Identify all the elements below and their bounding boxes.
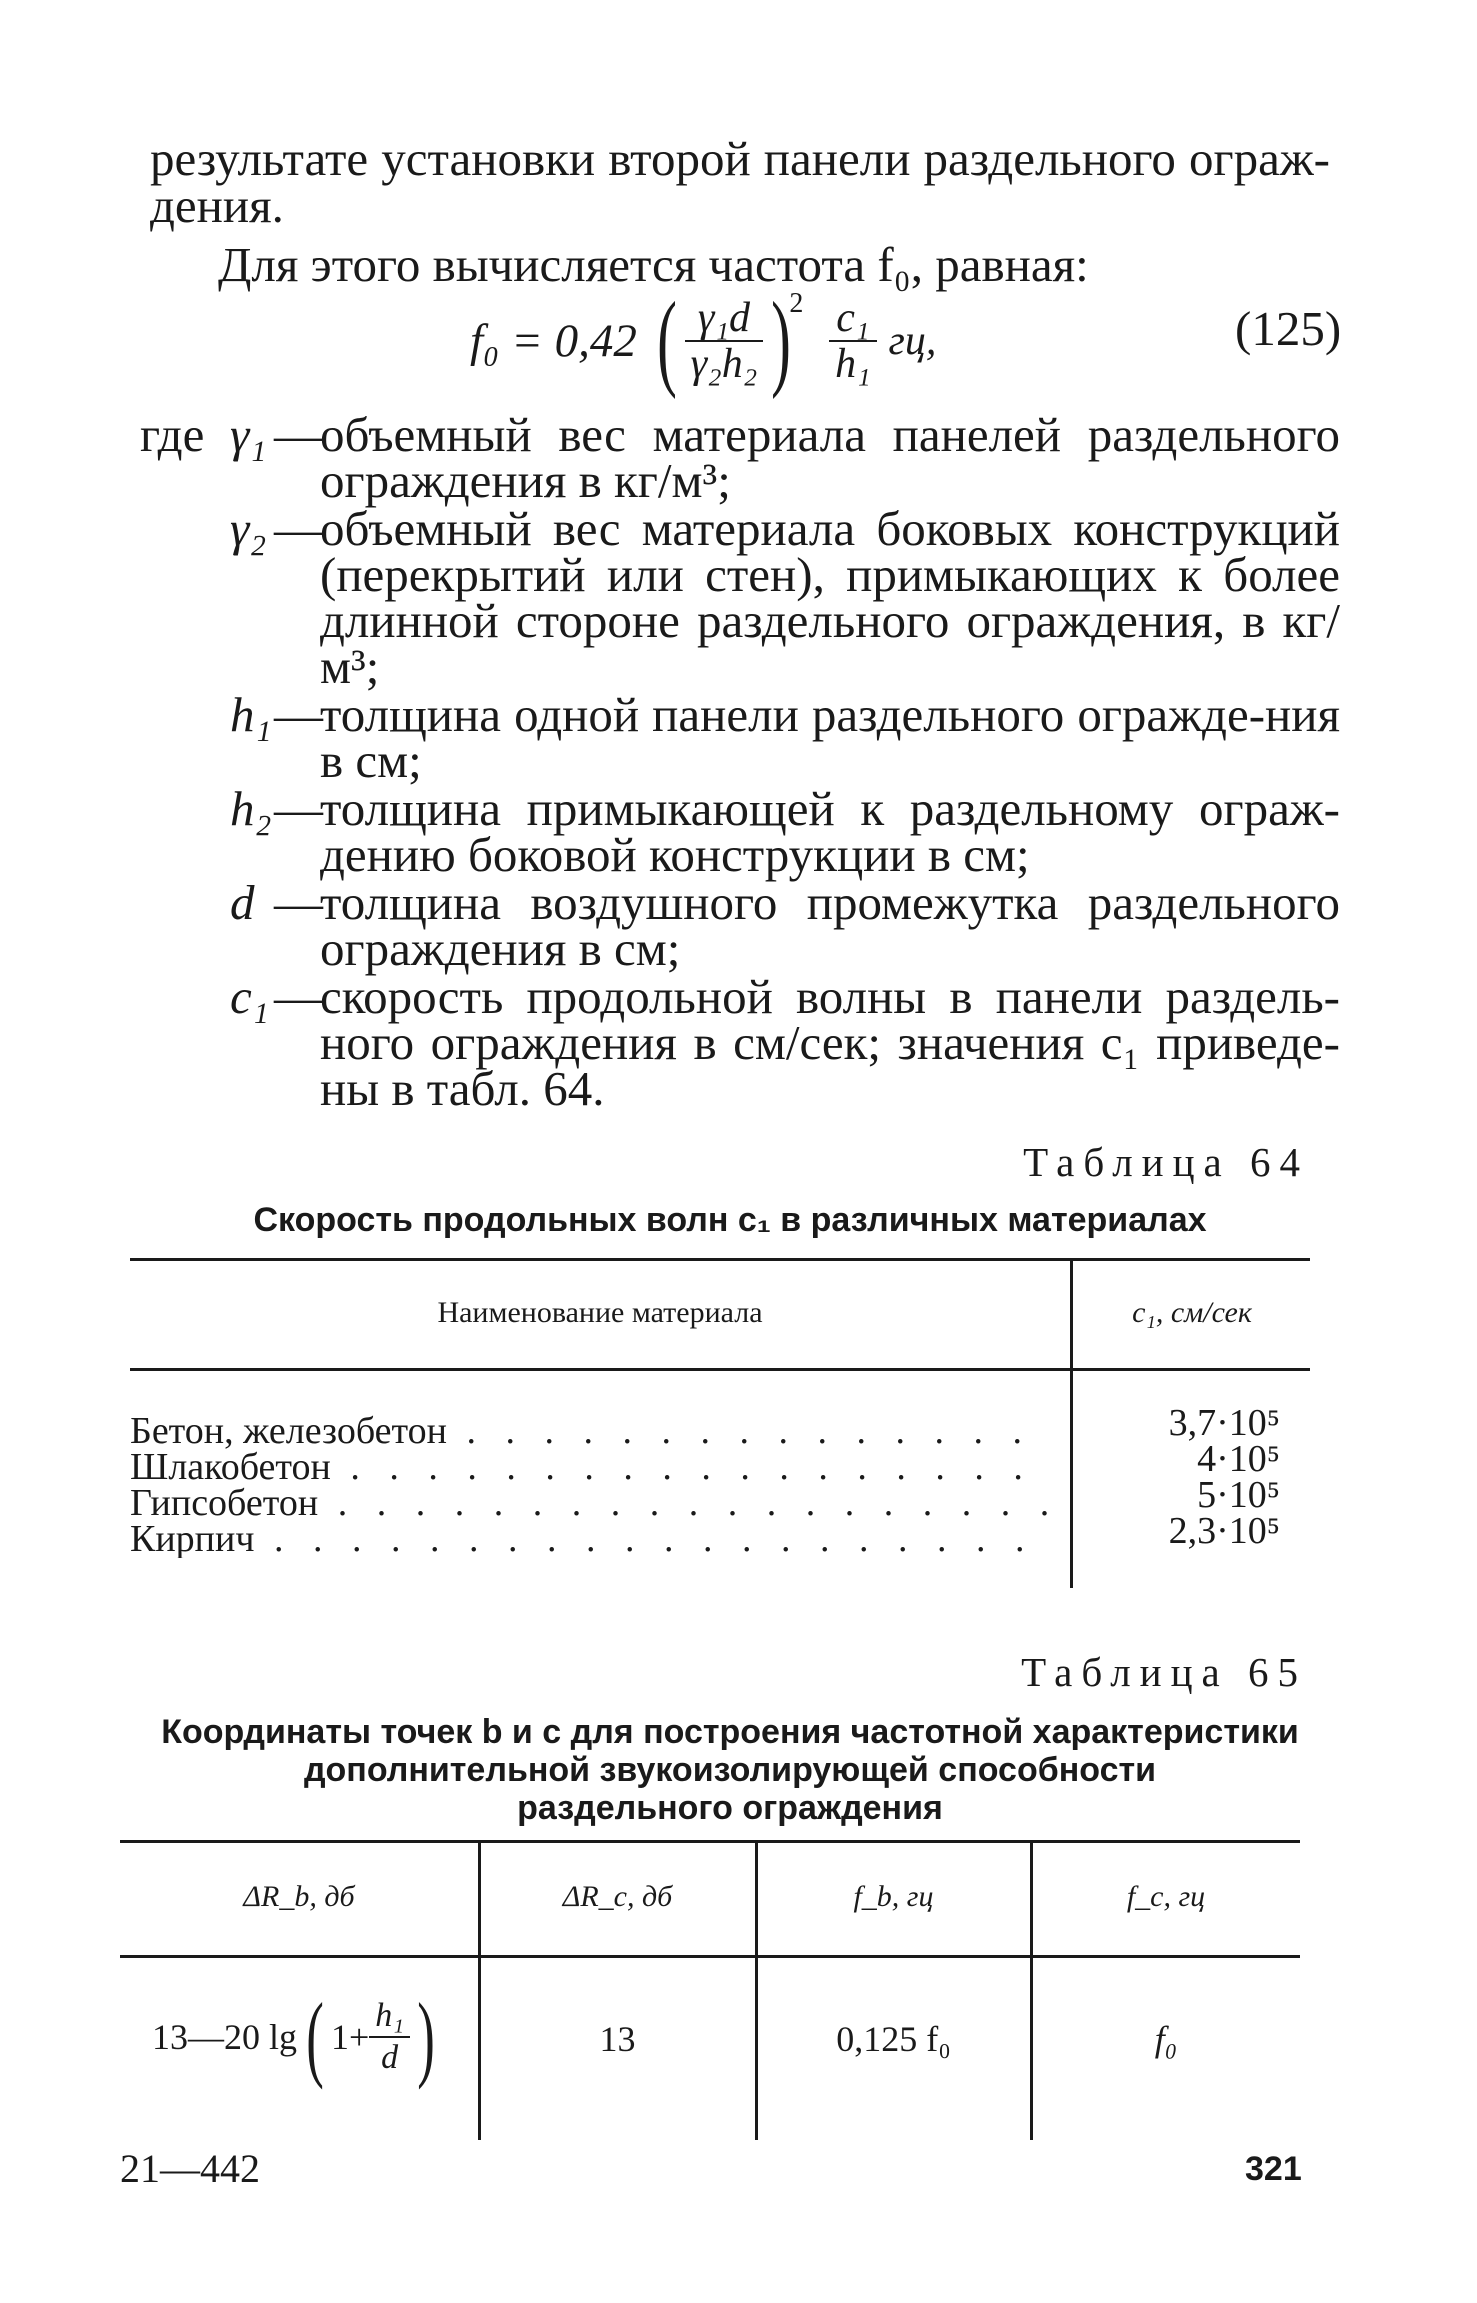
definitions-list bbox=[140, 407, 1340, 1116]
material-speed: 2,3·10⁵ bbox=[1168, 1510, 1280, 1552]
material-speed: 4·10⁵ bbox=[1197, 1438, 1280, 1480]
definition-h1 bbox=[140, 687, 1340, 788]
page-number: 321 bbox=[1245, 2150, 1302, 2188]
table64-top-rule bbox=[130, 1258, 1310, 1261]
indent-spacer bbox=[140, 692, 230, 784]
table65-cell-fb: 0,125 f₀ bbox=[836, 2019, 951, 2059]
table65-cell-dRb bbox=[118, 1982, 476, 2092]
table64-title: Скорость продольных волн c₁ в различных материалах bbox=[253, 1201, 1207, 1239]
fraction-gamma bbox=[685, 296, 764, 386]
intro-line-1: результате установки второй панели раздельного ограж- bbox=[150, 131, 1330, 186]
fraction-gamma-denominator: γ₂h₂ bbox=[690, 341, 758, 388]
definition-c1 bbox=[140, 969, 1340, 1116]
table-row bbox=[130, 1448, 1050, 1486]
fraction-c-h-numerator: c₁ bbox=[829, 296, 877, 342]
table65-cell-dRc: 13 bbox=[599, 2019, 636, 2059]
definition-dash: — bbox=[274, 969, 323, 1024]
table-row bbox=[130, 1412, 1050, 1450]
table65-header-rule bbox=[120, 1955, 1300, 1958]
material-speed: 5·10⁵ bbox=[1197, 1474, 1280, 1516]
definition-symbol: c₁ bbox=[230, 969, 269, 1024]
fraction-h1-d bbox=[369, 1996, 410, 2078]
formula-power: 2 bbox=[789, 288, 804, 319]
material-name: Шлакобетон . . . bbox=[130, 1448, 1050, 1486]
definition-text: толщина воздушного промежутка раздельного ограждения в см; bbox=[320, 875, 1340, 976]
indent-spacer bbox=[140, 506, 230, 690]
formula-lhs: f₀ = 0,42 bbox=[470, 315, 637, 368]
definition-text: объемный вес материала панелей раздельного ограждения в кг/м³; bbox=[320, 407, 1340, 508]
table65-cell-fc: f₀ bbox=[1154, 2019, 1178, 2059]
left-paren: ( bbox=[656, 281, 677, 401]
table64-header-rule bbox=[130, 1368, 1310, 1371]
material-name: Кирпич . . . bbox=[130, 1520, 1050, 1558]
definition-text: толщина примыкающей к раздельному ограж-дению боковой конструкции в см; bbox=[320, 781, 1340, 882]
lg-prefix: 13—20 lg bbox=[151, 2017, 297, 2057]
definition-dash: — bbox=[274, 781, 323, 836]
right-paren: ) bbox=[771, 281, 792, 401]
table64-caption: Таблица 64 bbox=[1023, 1139, 1309, 1185]
table65-caption: Таблица 65 bbox=[1021, 1649, 1307, 1695]
table64-header-material: Наименование материала bbox=[437, 1296, 763, 1329]
table65-title-line-3: раздельного ограждения bbox=[517, 1789, 943, 1827]
lg-one-plus: 1+ bbox=[330, 2017, 370, 2057]
footer-signature: 21—442 bbox=[120, 2146, 260, 2191]
table-row bbox=[130, 1484, 1050, 1522]
material-name: Гипсобетон . . . bbox=[130, 1484, 1050, 1522]
formula-unit: гц, bbox=[888, 318, 937, 365]
table65-title-line-2: дополнительной звукоизолирующей способности bbox=[303, 1751, 1157, 1789]
material-speed: 3,7·10⁵ bbox=[1168, 1402, 1280, 1444]
table65-header-dRb: ΔR_b, дб bbox=[243, 1880, 355, 1913]
formula-125 bbox=[470, 281, 1030, 401]
fraction-gamma-numerator: γ₁d bbox=[685, 296, 764, 342]
definition-dash: — bbox=[274, 687, 323, 742]
material-name: Бетон, железобетон . . . bbox=[130, 1412, 1050, 1450]
definition-text: скорость продольной волны в панели раздель-ного ограждения в см/сек; значения c₁ приведе-ны в табл. 64. bbox=[320, 969, 1340, 1116]
fraction-h1-d-numerator: h₁ bbox=[369, 1996, 410, 2038]
table65-header-dRc: ΔR_c, дб bbox=[562, 1880, 673, 1913]
definition-gamma1 bbox=[140, 407, 1340, 508]
fraction-c-h bbox=[829, 296, 877, 386]
fraction-h1-d-denominator: d bbox=[381, 2039, 399, 2076]
intro-line-3: Для этого вычисляется частота f₀, равная: bbox=[218, 237, 1089, 292]
intro-line-2: дения. bbox=[150, 178, 284, 233]
indent-spacer bbox=[140, 974, 230, 1112]
definition-symbol: γ₁ bbox=[230, 407, 267, 462]
indent-spacer bbox=[140, 880, 230, 972]
definition-text: объемный вес материала боковых конструкций (перекрытий или стен), примыкающих к более длинной стороне раздельного ограждения, в кг/м³; bbox=[320, 501, 1340, 694]
table-row bbox=[130, 1520, 1050, 1558]
definition-symbol: h₁ bbox=[230, 687, 272, 742]
table65-header-fb: f_b, гц bbox=[853, 1880, 934, 1913]
definition-dash: — bbox=[274, 407, 323, 462]
table65-title-line-1: Координаты точек b и c для построения частотной характеристики bbox=[161, 1713, 1299, 1751]
indent-spacer bbox=[140, 786, 230, 878]
definition-symbol: d bbox=[230, 875, 255, 930]
table65-header-fc: f_c, гц bbox=[1126, 1880, 1206, 1913]
definition-dash: — bbox=[274, 875, 323, 930]
intro-text bbox=[150, 131, 1330, 292]
where-word: где bbox=[140, 407, 205, 462]
right-paren: ) bbox=[417, 1983, 435, 2090]
equation-number: (125) bbox=[1235, 301, 1342, 356]
definition-h2 bbox=[140, 781, 1340, 882]
table65-top-rule bbox=[120, 1840, 1300, 1843]
definition-gamma2 bbox=[140, 501, 1340, 694]
fraction-c-h-denominator: h₁ bbox=[835, 341, 871, 388]
definition-dash: — bbox=[274, 501, 323, 556]
definition-symbol: γ₂ bbox=[230, 501, 267, 556]
definition-text: толщина одной панели раздельного огражде-ния в см; bbox=[320, 687, 1340, 788]
definition-d bbox=[140, 875, 1340, 976]
definition-symbol: h₂ bbox=[230, 781, 272, 836]
left-paren: ( bbox=[306, 1983, 324, 2090]
table64-header-speed: c₁, см/сек bbox=[1132, 1296, 1252, 1329]
